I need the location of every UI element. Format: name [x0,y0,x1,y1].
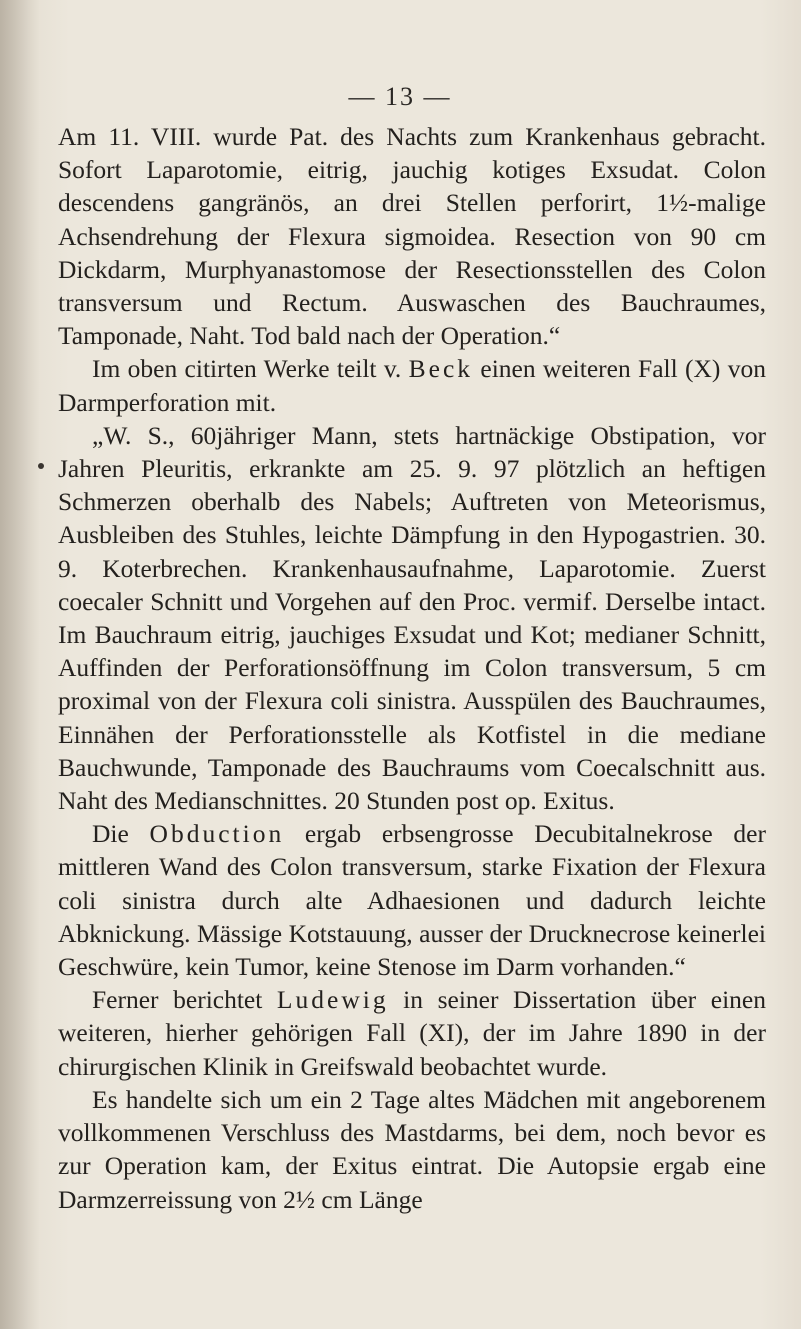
paragraph-2 [58,352,766,418]
paragraph-1: Am 11. VIII. wurde Pat. des Nachts zum Krankenhaus gebracht. Sofort Laparotomie, eitrig, jauchig kotiges Exsudat. Colon descendens gangränös, an drei Stellen perforirt, 1½-malige Achsendrehung der Flexura sigmoidea. Resection von 90 cm Dickdarm, Murphyanastomose der Resectionsstellen des Colon transversum und Rectum. Auswaschen des Bauchraumes, Tamponade, Naht. Tod bald nach der Operation.“ [58,122,766,351]
paragraph-5-after: in seiner Dissertation über einen weiteren, hierher gehörigen Fall (XI), der im Jahre 1890 in der chirurgischen Klinik in Greifswald beobachtet wurde. [58,985,766,1081]
paragraph-3: „W. S., 60jähriger Mann, stets hartnäckige Obstipation, vor Jahren Pleuritis, erkrankte am 25. 9. 97 plötzlich an heftigen Schmerzen oberhalb des Nabels; Auftreten von Meteorismus, Ausbleiben des Stuhles, leichte Dämpfung in den Hypogastrien. 30. 9. Koterbrechen. Krankenhausaufnahme, Laparotomie. Zuerst coecaler Schnitt und Vorgehen auf den Proc. vermif. Derselbe intact. Im Bauchraum eitrig, jauchiges Exsudat und Kot; medianer Schnitt, Auffinden der Perforationsöffnung im Colon transversum, 5 cm proximal von der Flexura coli sinistra. Ausspülen des Bauchraumes, Einnähen der Perforationsstelle als Kotfistel in die mediane Bauchwunde, Tamponade des Bauchraums vom Coecalschnitt aus. Naht des Medianschnittes. 20 Stunden post op. Exitus. [58,420,766,816]
paragraph-4-after: ergab erbsengrosse Decubitalnekrose der mittleren Wand des Colon transversum, starke Fixation der Flexura coli sinistra durch alte Adhaesionen und dadurch leichte Abknickung. Mässige Kotstauung, ausser der Drucknecrose keinerlei Geschwüre, kein Tumor, keine Stenose im Darm vorhanden.“ [58,819,766,982]
paragraph-6: Es handelte sich um ein 2 Tage altes Mädchen mit angeborenem vollkommenen Verschluss des Mastdarms, bei dem, noch bevor es zur Operation kam, der Exitus eintrat. Die Autopsie ergab eine Darmzerreissung von 2½ cm Länge [58,1084,766,1214]
author-name-beck: Beck [408,354,474,384]
paragraph-4 [58,817,766,983]
author-name-ludewig: Ludewig [276,985,389,1015]
body-text [58,120,766,1216]
paper-speck [38,463,44,469]
paragraph-2-after: einen weiteren Fall (X) von Darmperforation mit. [58,354,766,417]
binding-shadow [0,0,40,1329]
paragraph-5 [58,983,766,1083]
paragraph-4-before: Die [92,819,150,849]
paragraph-5-before: Ferner berichtet [92,985,277,1015]
page-number: — 13 — [348,82,452,111]
term-obduction: Obduction [149,819,285,849]
paragraph-2-before: Im oben citirten Werke teilt v. [92,354,409,384]
